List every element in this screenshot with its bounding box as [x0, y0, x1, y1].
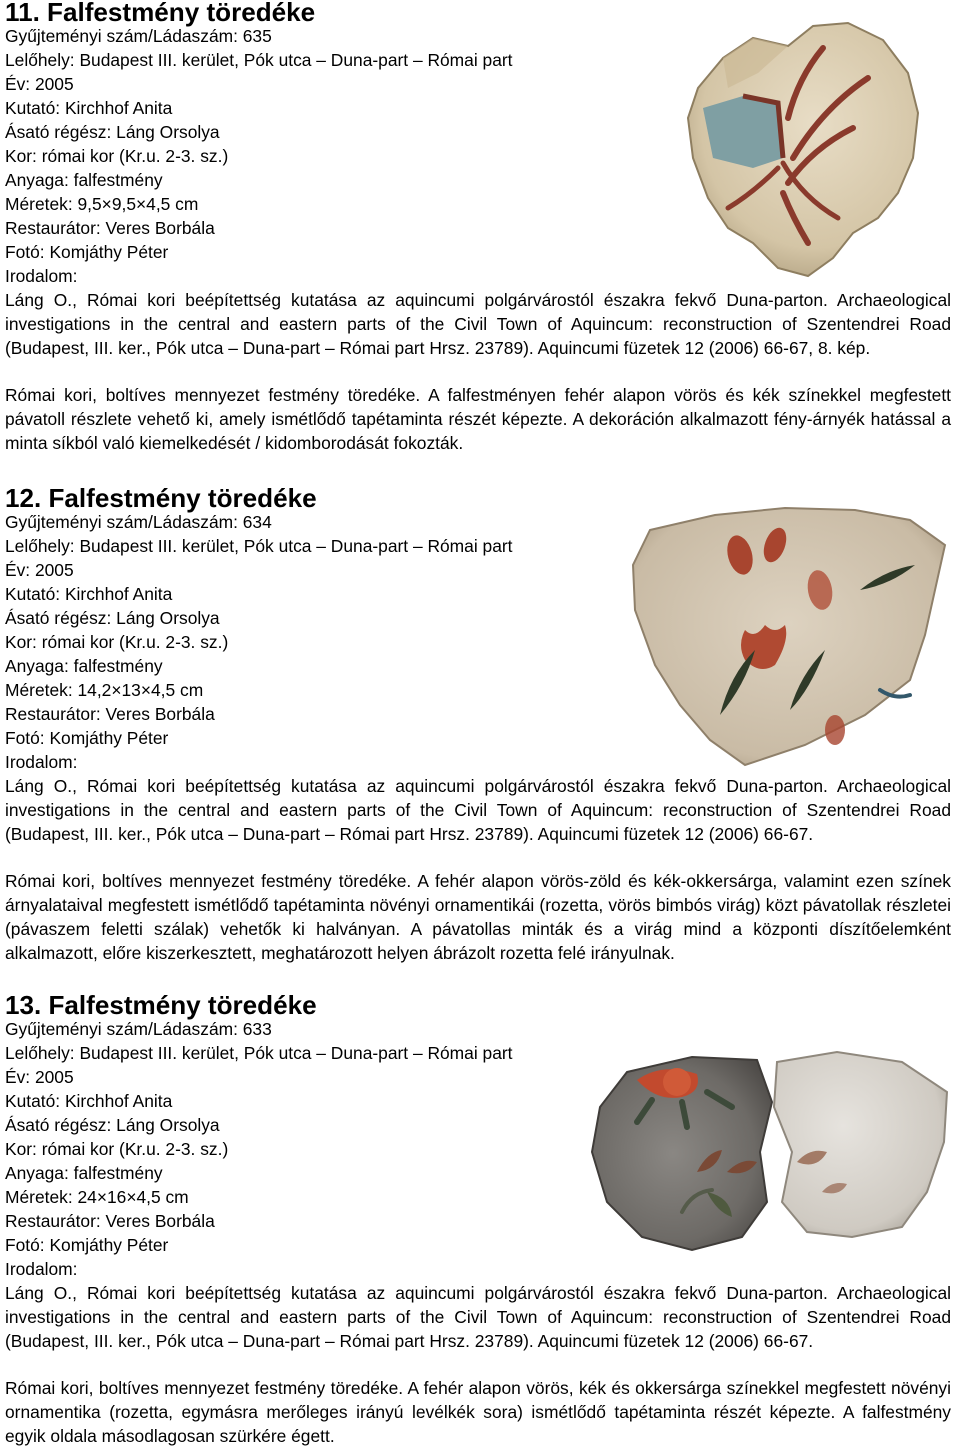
- field-period: Kor: római kor (Kr.u. 2-3. sz.): [5, 146, 229, 166]
- field-dimensions: Méretek: 14,2×13×4,5 cm: [5, 680, 204, 700]
- field-excavator: Ásató régész: Láng Orsolya: [5, 122, 220, 142]
- fresco-fragment-photo-12: [625, 500, 955, 768]
- entry-title: 13. Falfestmény töredéke: [5, 990, 317, 1020]
- entry-description: Római kori, boltíves mennyezet festmény töredéke. A fehér alapon vörös-zöld és kék-okkersárga, valamint ezen színek árnyalataival megfestett ismétlődő tapétaminta növényi ornamentikái (rozetta, vörös bimbós virág) közt pávatollak részletei (pávaszem feletti szálak) vehetők ki halványan. A pávatollas minták és a virág mind a központi díszítőelemként alkalmazott, előre kiszerkesztett, meghatározott helyen ábrázolt rozetta felé irányulnak.: [5, 871, 951, 963]
- field-photographer: Fotó: Komjáthy Péter: [5, 242, 169, 262]
- field-material: Anyaga: falfestmény: [5, 1163, 163, 1183]
- field-researcher: Kutató: Kirchhof Anita: [5, 584, 173, 604]
- field-excavator: Ásató régész: Láng Orsolya: [5, 1115, 220, 1135]
- entry-reference: Láng O., Római kori beépítettség kutatása az aquincumi polgárvárostól északra fekvő Duna-parton. Archaeological investigations in the central and eastern parts of the Civil Town of Aquincum: reconstruction of Szentendrei Road (Budapest, III. ker., Pók utca – Duna-part – Római part Hrsz. 23789). Aquincumi füzetek 12 (2006) 66-67.: [5, 1283, 951, 1351]
- field-material: Anyaga: falfestmény: [5, 656, 163, 676]
- field-photographer: Fotó: Komjáthy Péter: [5, 728, 169, 748]
- field-researcher: Kutató: Kirchhof Anita: [5, 1091, 173, 1111]
- field-restorer: Restaurátor: Veres Borbála: [5, 1211, 215, 1231]
- entry-title: 11. Falfestmény töredéke: [5, 0, 316, 27]
- fresco-fragment-photo-11: [683, 18, 923, 280]
- field-dimensions: Méretek: 24×16×4,5 cm: [5, 1187, 189, 1207]
- field-site: Lelőhely: Budapest III. kerület, Pók utca – Duna-part – Római part: [5, 536, 513, 556]
- field-literature-label: Irodalom:: [5, 1259, 78, 1279]
- field-site: Lelőhely: Budapest III. kerület, Pók utca – Duna-part – Római part: [5, 50, 513, 70]
- field-year: Év: 2005: [5, 1067, 74, 1087]
- field-restorer: Restaurátor: Veres Borbála: [5, 218, 215, 238]
- field-researcher: Kutató: Kirchhof Anita: [5, 98, 173, 118]
- entry-description: Római kori, boltíves mennyezet festmény töredéke. A falfestményen fehér alapon vörös és kék színekkel megfestett pávatoll részlete vehető ki, amely ismétlődő tapétaminta részét képezte. A dekoráción alkalmazott fény-árnyék hatással a minta síkból való kiemelkedését / kidomborodását fokozták.: [5, 385, 951, 453]
- entry-reference: Láng O., Római kori beépítettség kutatása az aquincumi polgárvárostól északra fekvő Duna-parton. Archaeological investigations in the central and eastern parts of the Civil Town of Aquincum: reconstruction of Szentendrei Road (Budapest, III. ker., Pók utca – Duna-part – Római part Hrsz. 23789). Aquincumi füzetek 12 (2006) 66-67, 8. kép.: [5, 290, 951, 358]
- field-collection-number: Gyűjteményi szám/Ládaszám: 633: [5, 1019, 272, 1039]
- entry-reference: Láng O., Római kori beépítettség kutatása az aquincumi polgárvárostól északra fekvő Duna-parton. Archaeological investigations in the central and eastern parts of the Civil Town of Aquincum: reconstruction of Szentendrei Road (Budapest, III. ker., Pók utca – Duna-part – Római part Hrsz. 23789). Aquincumi füzetek 12 (2006) 66-67.: [5, 776, 951, 844]
- field-literature-label: Irodalom:: [5, 752, 78, 772]
- field-collection-number: Gyűjteményi szám/Ládaszám: 635: [5, 26, 272, 46]
- field-collection-number: Gyűjteményi szám/Ládaszám: 634: [5, 512, 272, 532]
- entry-description: Római kori, boltíves mennyezet festmény töredéke. A fehér alapon vörös, kék és okkersárga színekkel megfestett növényi ornamentika (rozetta, egymásra merőleges irányú levélkék sora) ismétlődő tapétaminta részét képezte. A falfestmény egyik oldala másodlagosan szürkére égett.: [5, 1378, 951, 1446]
- field-year: Év: 2005: [5, 560, 74, 580]
- field-excavator: Ásató régész: Láng Orsolya: [5, 608, 220, 628]
- field-period: Kor: római kor (Kr.u. 2-3. sz.): [5, 632, 229, 652]
- field-restorer: Restaurátor: Veres Borbála: [5, 704, 215, 724]
- field-photographer: Fotó: Komjáthy Péter: [5, 1235, 169, 1255]
- field-material: Anyaga: falfestmény: [5, 170, 163, 190]
- field-site: Lelőhely: Budapest III. kerület, Pók utca – Duna-part – Római part: [5, 1043, 513, 1063]
- entry-title: 12. Falfestmény töredéke: [5, 483, 317, 513]
- field-period: Kor: római kor (Kr.u. 2-3. sz.): [5, 1139, 229, 1159]
- field-literature-label: Irodalom:: [5, 266, 78, 286]
- field-dimensions: Méretek: 9,5×9,5×4,5 cm: [5, 194, 199, 214]
- fresco-fragment-photo-13: [582, 1052, 954, 1252]
- field-year: Év: 2005: [5, 74, 74, 94]
